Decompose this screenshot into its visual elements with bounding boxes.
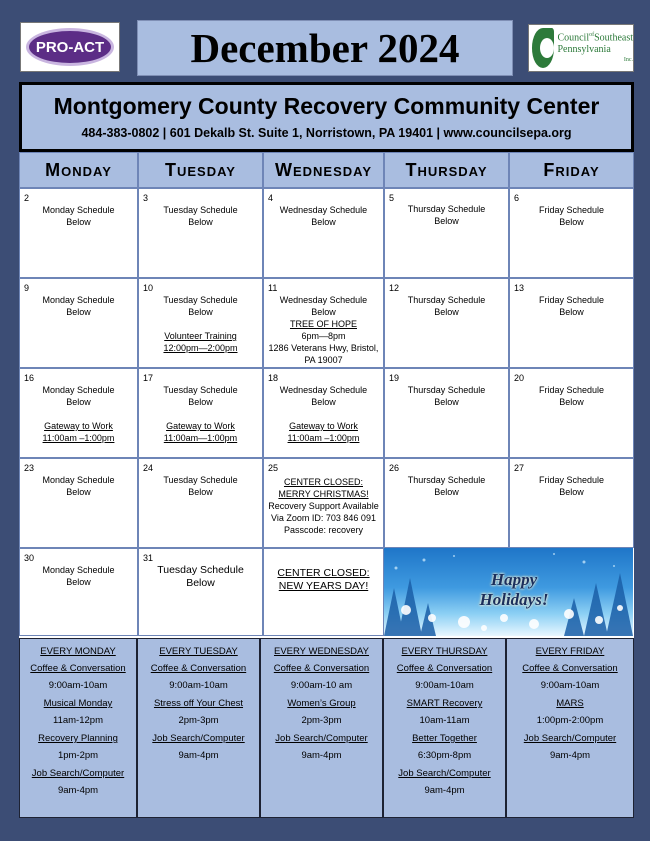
day-number: 26 <box>389 463 400 473</box>
weekday-header-friday: Friday <box>509 152 634 188</box>
day-number: 24 <box>143 463 154 473</box>
weekday-header-monday: Monday <box>19 152 138 188</box>
day-cell <box>509 188 634 278</box>
activity-name: Recovery Planning <box>38 733 118 744</box>
schedule-note: Friday Schedule <box>538 205 605 215</box>
spacer <box>139 408 262 420</box>
schedule-note: Tuesday Schedule <box>157 564 244 576</box>
day-content <box>139 384 262 444</box>
schedule-note: Below <box>311 307 336 317</box>
spacer <box>264 408 383 420</box>
weekday-header-wednesday: Wednesday <box>263 152 384 188</box>
day-content <box>20 474 137 498</box>
activity-name: Job Search/Computer <box>31 768 125 779</box>
day-content <box>264 294 383 366</box>
day-number: 25 <box>268 463 279 473</box>
weekly-box-monday <box>19 638 137 818</box>
day-content <box>139 564 262 590</box>
schedule-note: Thursday Schedule <box>407 295 486 305</box>
schedule-note: Monday Schedule <box>42 385 115 395</box>
schedule-note: Monday Schedule <box>42 475 115 485</box>
closed-notice: NEW YEARS DAY! <box>278 580 369 592</box>
day-content <box>139 474 262 498</box>
activity-name: Coffee & Conversation <box>150 663 247 674</box>
day-number: 3 <box>143 193 149 203</box>
day-cell <box>509 458 634 548</box>
schedule-note: Tuesday Schedule <box>163 295 238 305</box>
activity-time: 9am-4pm <box>424 785 465 796</box>
schedule-note: Friday Schedule <box>538 385 605 395</box>
event-note: 12:00pm—2:00pm <box>163 343 238 353</box>
schedule-note: Below <box>434 216 459 226</box>
event-detail: PA 19007 <box>304 355 343 365</box>
schedule-note: Below <box>311 217 336 227</box>
day-content <box>385 203 508 227</box>
activity-time: 9am-4pm <box>57 785 99 796</box>
schedule-note: Via Zoom ID: 703 846 091 <box>271 513 376 523</box>
day-content <box>20 294 137 318</box>
schedule-note: Thursday Schedule <box>407 385 486 395</box>
schedule-note: Thursday Schedule <box>407 475 486 485</box>
activity-name: Stress off Your Chest <box>153 698 244 709</box>
activity-name: Job Search/Computer <box>398 768 491 779</box>
day-content <box>264 204 383 228</box>
schedule-note: Below <box>66 577 91 587</box>
pro-act-logo-text: PRO-ACT <box>26 28 114 66</box>
pro-act-logo <box>20 22 120 72</box>
day-number: 13 <box>514 283 525 293</box>
activity-name: Job Search/Computer <box>275 733 368 744</box>
day-number: 27 <box>514 463 525 473</box>
day-cell <box>138 368 263 458</box>
schedule-note: Below <box>434 487 459 497</box>
day-number: 5 <box>389 193 395 203</box>
day-number: 20 <box>514 373 525 383</box>
schedule-note: Monday Schedule <box>42 565 115 575</box>
day-number: 30 <box>24 553 35 563</box>
weekday-header-thursday: Thursday <box>384 152 509 188</box>
day-number: 6 <box>514 193 520 203</box>
activity-time: 2pm-3pm <box>301 715 342 726</box>
day-number: 23 <box>24 463 35 473</box>
council-leaf-icon <box>532 28 554 68</box>
day-cell <box>19 278 138 368</box>
activity-time: 10am-11am <box>419 715 470 726</box>
day-cell <box>19 548 138 636</box>
day-number: 10 <box>143 283 154 293</box>
weekly-day-title: EVERY FRIDAY <box>535 646 605 657</box>
day-cell <box>263 548 384 636</box>
day-number: 18 <box>268 373 279 383</box>
day-number: 12 <box>389 283 400 293</box>
schedule-note: Tuesday Schedule <box>163 205 238 215</box>
schedule-note: Below <box>434 307 459 317</box>
day-number: 4 <box>268 193 274 203</box>
schedule-note: Below <box>311 397 336 407</box>
event-note: Gateway to Work <box>289 421 358 431</box>
closed-notice: CENTER CLOSED: <box>283 477 363 487</box>
day-cell <box>509 368 634 458</box>
day-number: 11 <box>268 283 278 293</box>
day-cell <box>19 188 138 278</box>
schedule-note: Wednesday Schedule <box>279 385 368 395</box>
day-number: 9 <box>24 283 30 293</box>
day-cell <box>384 458 509 548</box>
schedule-note: Below <box>66 397 91 407</box>
weekly-day-title: EVERY TUESDAY <box>159 646 238 657</box>
day-content <box>139 204 262 228</box>
event-note: 11:00am—1:00pm <box>163 433 238 443</box>
day-cell <box>263 368 384 458</box>
day-cell <box>263 278 384 368</box>
day-content <box>264 476 383 536</box>
weekly-day-title: EVERY THURSDAY <box>401 646 488 657</box>
council-logo-text: Council$^{of}$Southeast Pennsylvania Inc. <box>557 32 633 63</box>
activity-time: 9am-4pm <box>549 750 591 761</box>
activity-name: Coffee & Conversation <box>30 663 126 674</box>
day-cell <box>263 458 384 548</box>
schedule-note: Below <box>559 397 584 407</box>
schedule-note: Below <box>186 577 215 589</box>
event-detail: 6pm—8pm <box>301 331 346 341</box>
schedule-note: Wednesday Schedule <box>279 295 368 305</box>
activity-time: 9:00am-10am <box>540 680 600 691</box>
day-cell <box>138 188 263 278</box>
schedule-note: Below <box>559 487 584 497</box>
activity-name: MARS <box>556 698 584 709</box>
activity-time: 9:00am-10am <box>169 680 228 691</box>
day-number: 17 <box>143 373 154 383</box>
schedule-note: Below <box>559 307 584 317</box>
day-content <box>139 294 262 354</box>
event-detail: 1286 Veterans Hwy, Bristol, <box>268 343 379 353</box>
activity-name: Women’s Group <box>287 698 356 709</box>
page-title: December 2024 <box>190 25 460 71</box>
activity-name: Musical Monday <box>43 698 113 709</box>
schedule-note: Below <box>188 307 213 317</box>
center-name: Montgomery County Recovery Community Center <box>53 93 600 119</box>
schedule-note: Below <box>434 397 459 407</box>
day-content <box>385 294 508 318</box>
day-cell <box>19 458 138 548</box>
holiday-message: Happy Holidays! <box>479 570 549 609</box>
schedule-note: Friday Schedule <box>538 295 605 305</box>
day-cell <box>19 368 138 458</box>
activity-time: 6:30pm-8pm <box>417 750 472 761</box>
day-content <box>510 384 633 408</box>
schedule-note: Passcode: recovery <box>283 525 364 535</box>
event-title: TREE OF HOPE <box>289 319 357 329</box>
weekly-box-tuesday <box>137 638 260 818</box>
activity-name: SMART Recovery <box>406 698 483 709</box>
schedule-note: Wednesday Schedule <box>279 205 368 215</box>
activity-time: 9am-4pm <box>301 750 342 761</box>
schedule-note: Friday Schedule <box>538 475 605 485</box>
center-address: 484-383-0802 | 601 Dekalb St. Suite 1, Norristown, PA 19401 | www.councilsepa.org <box>81 126 572 140</box>
weekly-box-friday <box>506 638 634 818</box>
day-cell <box>138 458 263 548</box>
activity-name: Coffee & Conversation <box>396 663 493 674</box>
day-cell <box>263 188 384 278</box>
calendar-grid <box>19 152 634 638</box>
activity-time: 9:00am-10am <box>48 680 108 691</box>
day-cell <box>138 548 263 636</box>
day-cell <box>384 188 509 278</box>
activity-name: Job Search/Computer <box>152 733 245 744</box>
day-content <box>510 474 633 498</box>
day-cell <box>138 278 263 368</box>
activity-time: 1:00pm-2:00pm <box>536 715 604 726</box>
weekly-box-wednesday <box>260 638 383 818</box>
month-title-box <box>137 20 513 76</box>
activity-name: Job Search/Computer <box>523 733 617 744</box>
weekday-header-tuesday: Tuesday <box>138 152 263 188</box>
closed-notice: CENTER CLOSED: <box>277 567 370 579</box>
schedule-note: Below <box>66 307 91 317</box>
day-number: 31 <box>143 553 154 563</box>
day-number: 16 <box>24 373 35 383</box>
day-number: 2 <box>24 193 30 203</box>
schedule-note: Below <box>188 487 213 497</box>
center-info-box <box>19 82 634 152</box>
event-note: Gateway to Work <box>166 421 235 431</box>
day-content <box>385 474 508 498</box>
day-content <box>264 567 383 593</box>
day-content <box>20 384 137 444</box>
happy-holidays-image <box>384 548 633 636</box>
day-content <box>510 204 633 228</box>
weekday-header-row <box>19 152 634 188</box>
day-content <box>264 384 383 444</box>
day-content <box>510 294 633 318</box>
schedule-note: Thursday Schedule <box>407 204 486 214</box>
activity-time: 9:00am-10am <box>415 680 474 691</box>
day-number: 19 <box>389 373 400 383</box>
activity-time: 2pm-3pm <box>178 715 219 726</box>
spacer <box>20 408 137 420</box>
schedule-note: Below <box>188 397 213 407</box>
schedule-note: Below <box>559 217 584 227</box>
council-logo <box>528 24 634 72</box>
day-cell <box>384 368 509 458</box>
activity-time: 11am-12pm <box>53 715 103 726</box>
activity-name: Better Together <box>412 733 477 744</box>
schedule-note: Monday Schedule <box>42 295 115 305</box>
event-note: 11:00am –1:00pm <box>287 433 360 443</box>
day-content <box>385 384 508 408</box>
weekly-box-thursday <box>383 638 506 818</box>
activity-time: 9:00am-10 am <box>290 680 353 691</box>
event-note: 11:00am –1:00pm <box>42 433 115 443</box>
day-content <box>20 564 137 588</box>
day-cell <box>509 278 634 368</box>
schedule-note: Below <box>66 487 91 497</box>
schedule-note: Tuesday Schedule <box>163 385 238 395</box>
schedule-note: Monday Schedule <box>42 205 115 215</box>
closed-notice: MERRY CHRISTMAS! <box>278 489 369 499</box>
event-note: Gateway to Work <box>44 421 113 431</box>
activity-time: 9am-4pm <box>178 750 219 761</box>
schedule-note: Tuesday Schedule <box>163 475 238 485</box>
activity-name: Coffee & Conversation <box>273 663 370 674</box>
schedule-note: Below <box>188 217 213 227</box>
event-note: Volunteer Training <box>164 331 237 341</box>
activity-name: Coffee & Conversation <box>522 663 618 674</box>
activity-time: 1pm-2pm <box>57 750 99 761</box>
weekly-day-title: EVERY MONDAY <box>40 646 116 657</box>
day-content <box>20 204 137 228</box>
schedule-note: Recovery Support Available <box>268 501 379 511</box>
weekly-day-title: EVERY WEDNESDAY <box>273 646 370 657</box>
day-cell <box>384 278 509 368</box>
schedule-note: Below <box>66 217 91 227</box>
spacer <box>139 318 262 330</box>
